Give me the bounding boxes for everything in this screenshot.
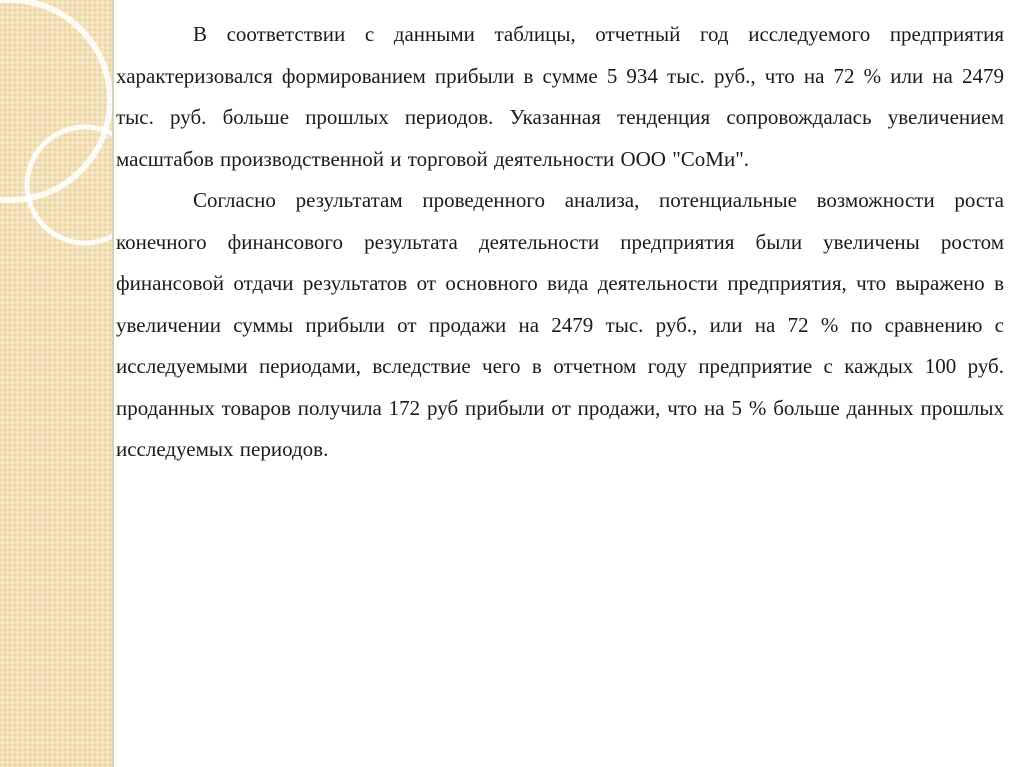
ring-outer [0,0,110,200]
slide-content [116,14,1004,471]
decorative-rings [0,0,116,767]
paragraph-analysis: Согласно результатам проведенного анализа, потенциальные возможности роста конечного финансового результата деятельности предприятия были увеличены ростом финансовой отдачи результатов от основного вида деятельности предприятия, что выражено в увеличении суммы прибыли от продажи на 2479 тыс. руб., или на 72 % по сравнению с исследуемыми периодами, вследствие чего в отчетном году предприятие с каждых 100 руб. проданных товаров получила 172 руб прибыли от продажи, что на 5 % больше данных прошлых исследуемых периодов. [116,188,1004,461]
panel-divider [112,0,114,767]
paragraph-profit-summary: В соответствии с данными таблицы, отчетный год исследуемого предприятия характеризовался формированием прибыли в сумме 5 934 тыс. руб., что на 72 % или на 2479 тыс. руб. больше прошлых периодов. Указанная тенденция сопровождалась увеличением масштабов производственной и торговой деятельности ООО "СоМи". [116,22,1004,171]
